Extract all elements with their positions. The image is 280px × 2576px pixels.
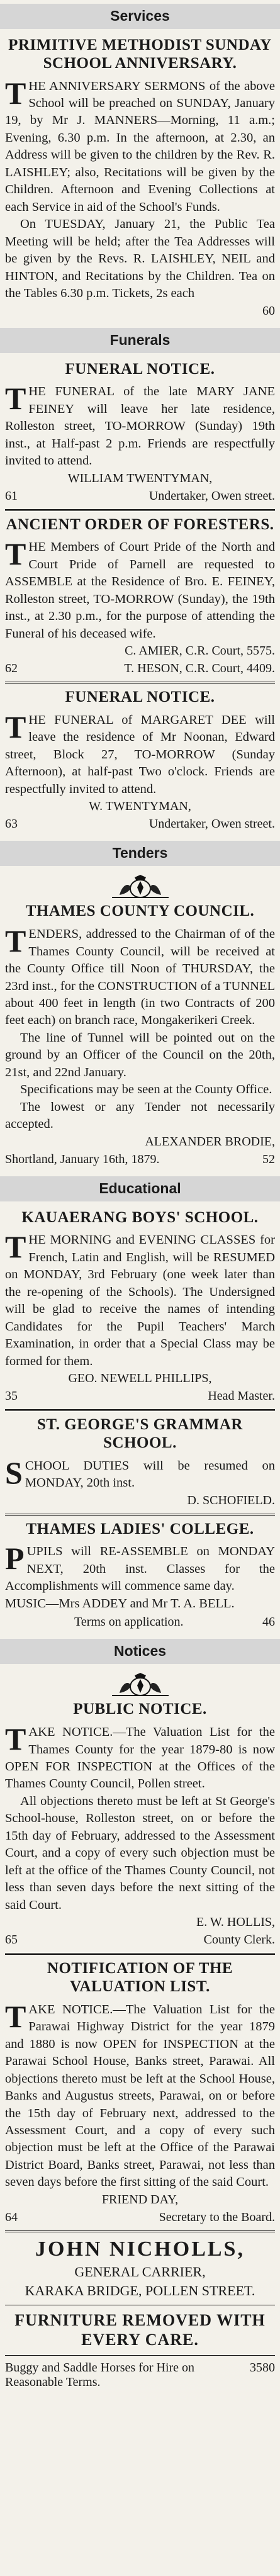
dropcap: T <box>5 709 26 745</box>
divider <box>5 2355 275 2356</box>
ad-body-text: HE FUNERAL of MARGARET DEE will leave the residence of Mr Noonan, Edward street, Block 27, TO-MORROW (Sunday Afternoon), at half-past Two o'clock. Friends are respectfully invited to attend. <box>5 713 275 796</box>
dropcap: S <box>5 1454 23 1490</box>
ad-body-2: On TUESDAY, January 21, the Public Tea Meeting will be held; after the Tea Addresses will be given by the Revs. R. LAISHLEY, NEIL and HINTON, and Recitations by the Children. Tea on the Tables 6.30 p.m. Tickets, 2s each <box>5 217 275 301</box>
ad-body-3: Specifications may be seen at the County Office. <box>20 1083 272 1097</box>
divider <box>5 509 275 511</box>
ad-funeral-1 <box>5 361 275 504</box>
ad-number: 63 <box>5 817 18 831</box>
sig-row <box>5 1388 275 1404</box>
sig-row <box>5 1614 275 1630</box>
ad-number: 52 <box>262 1152 275 1166</box>
ad-body-text: UPILS will RE-ASSEMBLE on MONDAY NEXT, 20th inst. Classes for the Accomplishments will commence same day. <box>5 1544 275 1594</box>
divider <box>5 1953 275 1955</box>
sig-row <box>5 660 275 677</box>
ad-title: FUNERAL NOTICE. <box>65 360 215 378</box>
section-header-funerals: Funerals <box>0 328 280 353</box>
ad-body-2: The line of Tunnel will be pointed out on the ground by an Officer of the Council on the 20th, 21st, and 22nd January. <box>5 1030 275 1079</box>
ad-body <box>5 75 275 217</box>
ad-foresters <box>5 516 275 677</box>
sig-row <box>5 1932 275 1948</box>
ad-body <box>5 1998 275 2191</box>
ad-number: 64 <box>5 2210 18 2224</box>
ad-body <box>5 709 275 798</box>
ad-title: THAMES COUNTY COUNCIL. <box>25 903 255 920</box>
divider <box>5 682 275 683</box>
signer: GEO. NEWELL PHILLIPS, <box>68 1371 212 1386</box>
signer: WILLIAM TWENTYMAN, <box>67 471 213 485</box>
ad-title: PRIMITIVE METHODIST SUNDAY SCHOOL ANNIVERSARY. <box>8 37 272 72</box>
ad-stgeorge <box>5 1416 275 1508</box>
ad-number: 35 <box>5 1389 18 1403</box>
section-header-notices: Notices <box>0 1639 280 1664</box>
ad-public-notice <box>5 1672 275 1948</box>
sig-row <box>5 2209 275 2225</box>
ad-number: 60 <box>262 303 275 318</box>
ad-title: FUNERAL NOTICE. <box>65 689 215 706</box>
ad-body-text: HE MORNING and EVENING CLASSES for French, Latin and English, will be RESUMED on MONDAY, 3rd February (one week later than the re-opening of the Schools). The Undersigned will be glad to receive the names of intending Candidates for the Pupil Teachers' March Examination, in order that a Special Class may be formed for them. <box>5 1233 275 1368</box>
ad-number: 3580 <box>250 2360 275 2375</box>
dropcap: T <box>5 1229 26 1265</box>
furniture-line: FURNITURE REMOVED WITH EVERY CARE. <box>14 2311 266 2349</box>
ad-title: NOTIFICATION OF THE VALUATION LIST. <box>47 1960 233 1995</box>
ad-title: PUBLIC NOTICE. <box>73 1701 207 1718</box>
buggy-line: Buggy and Saddle Horses for Hire on Reasonable Terms. <box>5 2360 195 2389</box>
sig-row <box>5 2361 275 2390</box>
dateline: Shortland, January 16th, 1879. <box>5 1152 160 1166</box>
dropcap: P <box>5 1541 25 1577</box>
ad-number: 62 <box>5 661 18 676</box>
ad-body-text: HE ANNIVERSARY SERMONS of the above School will be preached on SUNDAY, January 19, by Mr J. MANNERS—Morning, 11 a.m.; Evening, 6.30 p.m. In the afternoon, at 2.30, an Address will be given to the children by the Rev. R. LAISHLEY; also, Recitations will be given by the Children. Afternoon and Evening Collections at each Service in aid of the School's Funds. <box>5 79 275 214</box>
ad-valuation <box>5 1960 275 2225</box>
section-header-educational: Educational <box>0 1176 280 1201</box>
dropcap: T <box>5 536 26 572</box>
ad-number: 46 <box>262 1615 275 1629</box>
advertiser-name: JOHN NICHOLLS, <box>35 2237 245 2261</box>
ad-title: KAUAERANG BOYS' SCHOOL. <box>21 1208 259 1226</box>
ad-body <box>5 923 275 1030</box>
dropcap: T <box>5 1721 26 1757</box>
divider <box>5 1409 275 1411</box>
dropcap: T <box>5 75 26 111</box>
ad-body-4: The lowest or any Tender not necessarily accepted. <box>5 1100 275 1132</box>
sig-row <box>5 488 275 504</box>
trade-line: GENERAL CARRIER, <box>74 2263 206 2280</box>
ad-body-text: AKE NOTICE.—The Valuation List for the Thames County for the year 1879-80 is now OPEN FOR INSPECTION at the Offices of the Thames County Council, Pollen street. <box>5 1725 275 1791</box>
signer-role: Secretary to the Board. <box>159 2210 275 2224</box>
ad-body <box>5 536 275 643</box>
signer-role: Undertaker, Owen street. <box>148 488 275 503</box>
ad-title: ANCIENT ORDER OF FORESTERS. <box>6 515 274 533</box>
sig-row <box>5 816 275 832</box>
signer: D. SCHOFIELD. <box>187 1493 275 1507</box>
dropcap: T <box>5 381 26 417</box>
ad-council <box>5 874 275 1167</box>
sig-row <box>5 1151 275 1167</box>
ad-body <box>5 1721 275 1793</box>
ad-ladies-college <box>5 1521 275 1631</box>
ad-body <box>5 1454 275 1492</box>
address-line: KARAKA BRIDGE, POLLEN STREET. <box>25 2282 255 2298</box>
ad-body-2: All objections thereto must be left at St George's School-house, Rolleston street, on or before the 15th day of February, addressed to the Assessment Court, and a copy of every such objection must be left at the office of the Thames County Council, not less than seven days before the next sitting of the said Court. <box>5 1794 275 1912</box>
ad-body <box>5 1229 275 1370</box>
ad-title: THAMES LADIES' COLLEGE. <box>26 1520 254 1538</box>
ad-title: ST. GEORGE'S GRAMMAR SCHOOL. <box>37 1416 243 1451</box>
divider <box>5 1514 275 1516</box>
ad-methodist <box>5 37 275 319</box>
ad-body-text: HE Members of Court Pride of the North and Court Pride of Parnell are requested to ASSEMBLE at the Residence of Bro. E. FEINEY, Rolleston street, TO-MORROW (Sunday), the 19th inst., at 2.30 p.m., for the purpose of attending the Funeral of his deceased wife. <box>5 540 275 641</box>
signer-1: C. AMIER, C.R. Court, 5575. <box>125 644 275 658</box>
ad-funeral-2 <box>5 689 275 832</box>
ad-body-text: ENDERS, addressed to the Chairman of of the Thames County Council, will be received at the County Office till Noon of THURSDAY, the 23rd inst., for the CONSTRUCTION of a TUNNEL about 400 feet in length (in two Contracts of 200 feet each) on branch race, Mongakerikeri Creek. <box>5 927 275 1028</box>
signer-role: Head Master. <box>208 1389 275 1403</box>
coat-of-arms-icon <box>106 874 175 900</box>
signer: W. TWENTYMAN, <box>89 799 191 814</box>
signer: E. W. HOLLIS, <box>196 1915 275 1930</box>
ad-body <box>5 383 275 470</box>
signer-2: T. HESON, C.R. Court, 4409. <box>124 661 275 676</box>
terms: Terms on application. <box>74 1615 184 1629</box>
ad-kauaerang <box>5 1209 275 1405</box>
ad-nicholls <box>5 2237 275 2390</box>
ad-body-text: CHOOL DUTIES will be resumed on MONDAY, 20th inst. <box>25 1458 275 1490</box>
section-header-services: Services <box>0 4 280 29</box>
ad-body <box>5 1543 275 1595</box>
dropcap: T <box>5 923 26 959</box>
signer: ALEXANDER BRODIE, <box>145 1134 275 1149</box>
signer-role: County Clerk. <box>203 1933 275 1947</box>
ad-number: 61 <box>5 488 18 503</box>
ad-body-text: AKE NOTICE.—The Valuation List for the Parawai Highway District for the year 1879 and 1880 is now OPEN for INSPECTION at the Parawai School House, Banks street, Parawai. All objections thereto must be left at the School House, Banks and Augustus streets, Parawai, on or before the 15th day of February next, addressed to the Assessment Court, and a copy of every such objection must be left at the Office of the Parawai District Board, Banks street, Parawai, not less than seven days before the first sitting of the said Court. <box>5 2002 275 2190</box>
ad-body-2: MUSIC—Mrs ADDEY and Mr T. A. BELL. <box>5 1596 235 1611</box>
signer: FRIEND DAY, <box>101 2192 179 2207</box>
divider <box>5 2230 275 2232</box>
section-header-tenders: Tenders <box>0 841 280 866</box>
ad-number: 65 <box>5 1933 18 1947</box>
dropcap: T <box>5 1998 26 2034</box>
signer-role: Undertaker, Owen street. <box>148 817 275 831</box>
coat-of-arms-icon <box>106 1672 175 1698</box>
ad-body-text: HE FUNERAL of the late MARY JANE FEINEY will leave her late residence, Rolleston street, TO-MORROW (Sunday) 19th inst., at Half-past 2 p.m. Friends are respectfully invited to attend. <box>5 385 275 468</box>
